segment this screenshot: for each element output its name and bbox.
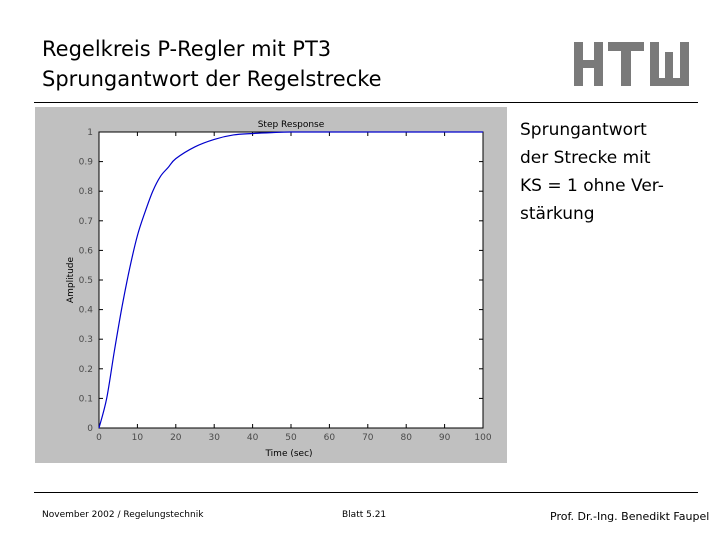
x-tick-label: 80: [400, 433, 412, 443]
top-divider: [34, 102, 698, 103]
x-tick-label: 40: [246, 433, 259, 443]
x-tick-label: 90: [438, 433, 451, 443]
htw-logo: [570, 40, 692, 88]
side-text-line-3: KS = 1 ohne Ver-: [520, 176, 664, 196]
y-tick-label: 0.7: [78, 216, 93, 227]
x-tick-label: 70: [362, 433, 374, 443]
footer-date-course: November 2002 / Regelungstechnik: [42, 510, 204, 520]
y-tick-label: 0.3: [78, 335, 93, 346]
y-axis-label: Amplitude: [66, 256, 76, 304]
y-tick-label: 0.4: [78, 305, 93, 316]
x-axis-label: Time (sec): [265, 449, 313, 459]
x-tick-label: 0: [96, 433, 102, 443]
bottom-divider: [34, 492, 698, 493]
x-tick-label: 20: [170, 433, 182, 443]
y-tick-label: 1: [87, 128, 93, 138]
y-tick-label: 0.8: [78, 187, 93, 198]
x-tick-label: 50: [285, 433, 297, 443]
step-response-chart: [35, 107, 507, 463]
y-tick-label: 0.9: [78, 157, 93, 168]
footer-author: Prof. Dr.-Ing. Benedikt Faupel: [550, 510, 710, 523]
chart-title: Step Response: [257, 120, 325, 130]
y-tick-label: 0.1: [78, 394, 93, 405]
x-tick-label: 30: [208, 433, 220, 443]
plot-area: [99, 132, 483, 428]
y-tick-label: 0: [87, 424, 93, 434]
y-tick-label: 0.2: [78, 364, 93, 375]
slide-title-line-2: Sprungantwort der Regelstrecke: [42, 67, 382, 91]
footer-page: Blatt 5.21: [342, 510, 387, 520]
slide-title: [42, 34, 382, 94]
x-tick-label: 100: [474, 433, 492, 443]
y-tick-label: 0.6: [78, 246, 93, 257]
slide-title-line-1: Regelkreis P-Regler mit PT3: [42, 37, 332, 61]
chart-figure: [35, 107, 507, 463]
x-tick-label: 60: [323, 433, 336, 443]
side-text-line-4: stärkung: [520, 204, 595, 224]
x-tick-label: 10: [131, 433, 144, 443]
side-description: [520, 116, 700, 228]
side-text-line-2: der Strecke mit: [520, 148, 651, 168]
side-text-line-1: Sprungantwort: [520, 120, 647, 140]
y-tick-label: 0.5: [78, 276, 93, 286]
